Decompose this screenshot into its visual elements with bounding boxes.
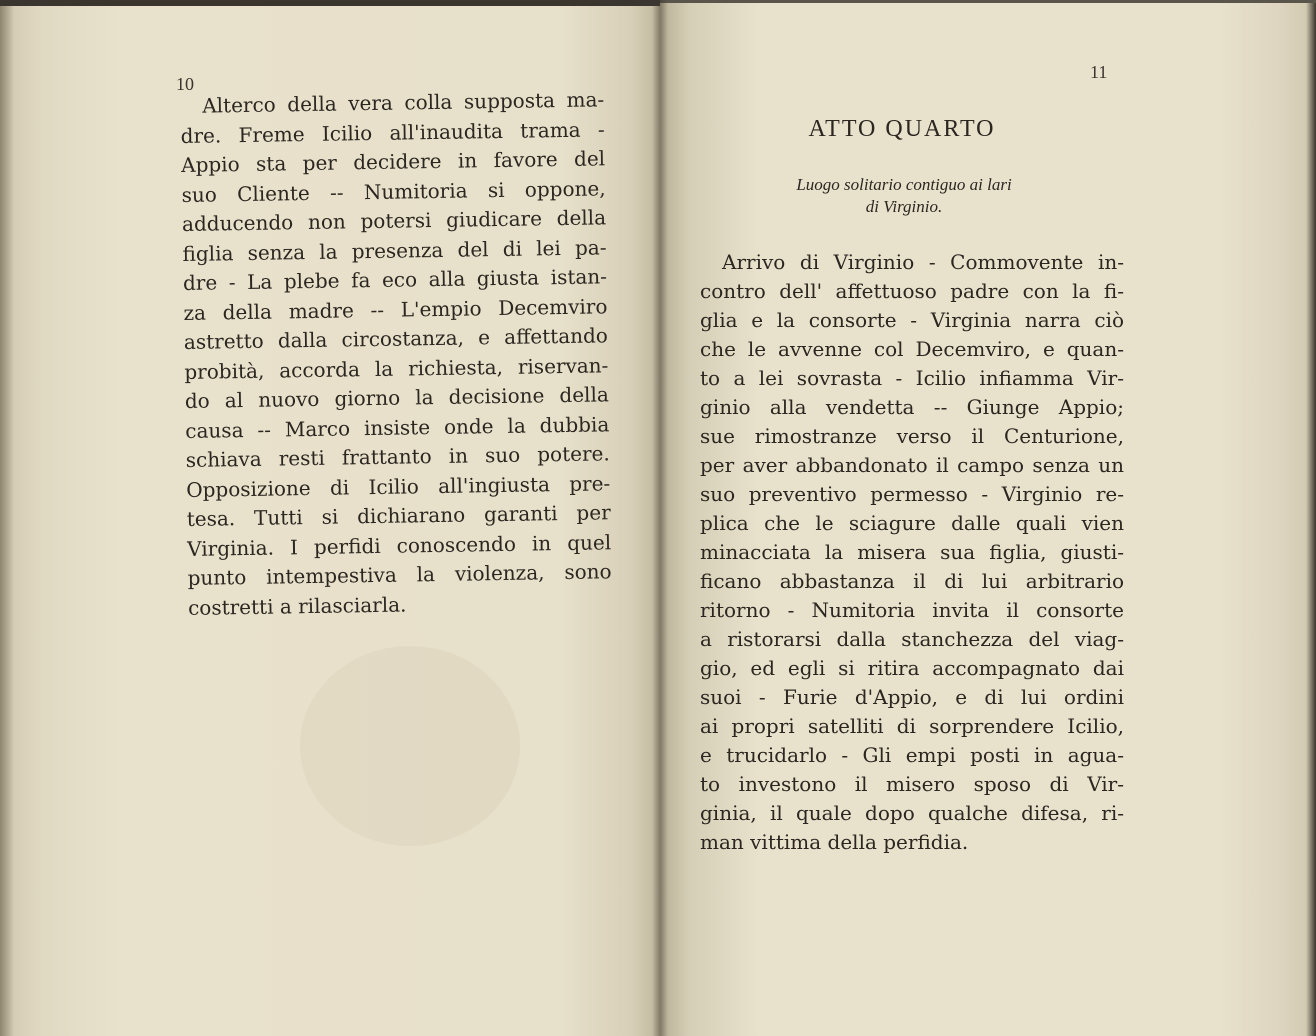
text-line: plica che le sciagure dalle quali vien xyxy=(700,511,1124,535)
text-line: astretto dalla circostanza, e affettando xyxy=(183,323,609,354)
book-gutter xyxy=(652,0,668,1036)
text-line: Alterco della vera colla supposta ma- xyxy=(202,87,605,118)
text-line: ficano abbastanza il di lui arbitrario xyxy=(700,569,1124,593)
text-line: Virginia. I perfidi conoscendo in quel xyxy=(186,529,612,561)
text-line: che le avvenne col Decemviro, e quan- xyxy=(700,337,1124,361)
text-line: dre - La plebe fa eco alla giusta istan- xyxy=(182,264,608,295)
text-line: adducendo non potersi giudicare della xyxy=(181,205,607,236)
text-line: tesa. Tutti si dichiarano garanti per xyxy=(186,500,611,531)
text-line: schiava resti frattanto in suo potere. xyxy=(185,441,610,472)
text-line: figlia senza la presenza del di lei pa- xyxy=(182,234,607,266)
text-line: punto intempestiva la violenza, sono xyxy=(187,559,612,590)
text-line: costretti a rilasciarla. xyxy=(187,592,407,620)
text-line: ginio alla vendetta -- Giunge Appio; xyxy=(700,395,1124,419)
text-line: probità, accorda la richiesta, riservan- xyxy=(184,352,609,384)
text-line: per aver abbandonato il campo senza un xyxy=(700,453,1124,477)
text-line: Appio sta per decidere in favore del xyxy=(180,146,606,177)
left-page-number: 10 xyxy=(176,74,194,94)
text-line: suoi - Furie d'Appio, e di lui ordini xyxy=(700,685,1124,709)
left-page-body xyxy=(180,85,612,623)
text-line: ritorno - Numitoria invita il consorte xyxy=(700,598,1124,622)
text-line: do al nuovo giorno la decisione della xyxy=(184,382,609,413)
text-line: gio, ed egli si ritira accompagnato dai xyxy=(700,656,1124,680)
right-page-edge-shadow xyxy=(1306,3,1316,1036)
text-line: causa -- Marco insiste onde la dubbia xyxy=(185,411,610,443)
right-page-number: 11 xyxy=(1090,62,1108,82)
text-line: to investono il misero sposo di Vir- xyxy=(700,772,1124,796)
scene-line: Luogo solitario contiguo ai lari xyxy=(796,175,1012,194)
scene-description xyxy=(700,174,1108,218)
text-line: ai propri satelliti di sorprendere Icilio, xyxy=(700,714,1124,738)
text-line: minacciata la misera sua figlia, giusti- xyxy=(700,540,1124,564)
text-line: to a lei sovrasta - Icilio infiamma Vir- xyxy=(700,366,1124,390)
right-page-body xyxy=(700,248,1124,857)
text-line: za della madre -- L'empio Decemviro xyxy=(183,293,608,325)
text-line: glia e la consorte - Virginia narra ciò xyxy=(700,308,1124,332)
left-page-edge-shadow xyxy=(0,6,14,1036)
scene-line: di Virginio. xyxy=(865,197,943,216)
text-line: contro dell' affettuoso padre con la fi- xyxy=(700,279,1124,303)
act-title: ATTO QUARTO xyxy=(808,116,996,142)
paper-stain xyxy=(300,646,520,846)
text-line: dre. Freme Icilio all'inaudita trama - xyxy=(180,116,605,148)
text-line: suo preventivo permesso - Virginio re- xyxy=(700,482,1124,506)
text-line: ginia, il quale dopo qualche difesa, ri- xyxy=(700,801,1124,825)
text-line: Opposizione di Icilio all'ingiusta pre- xyxy=(186,470,611,502)
text-line: e trucidarlo - Gli empi posti in agua- xyxy=(700,743,1124,767)
text-line: sue rimostranze verso il Centurione, xyxy=(700,424,1124,448)
text-line: Arrivo di Virginio - Commovente in- xyxy=(722,250,1124,274)
text-line: man vittima della perfidia. xyxy=(700,830,969,854)
text-line: suo Cliente -- Numitoria si oppone, xyxy=(181,175,606,207)
text-line: a ristorarsi dalla stanchezza del viag- xyxy=(700,627,1124,651)
